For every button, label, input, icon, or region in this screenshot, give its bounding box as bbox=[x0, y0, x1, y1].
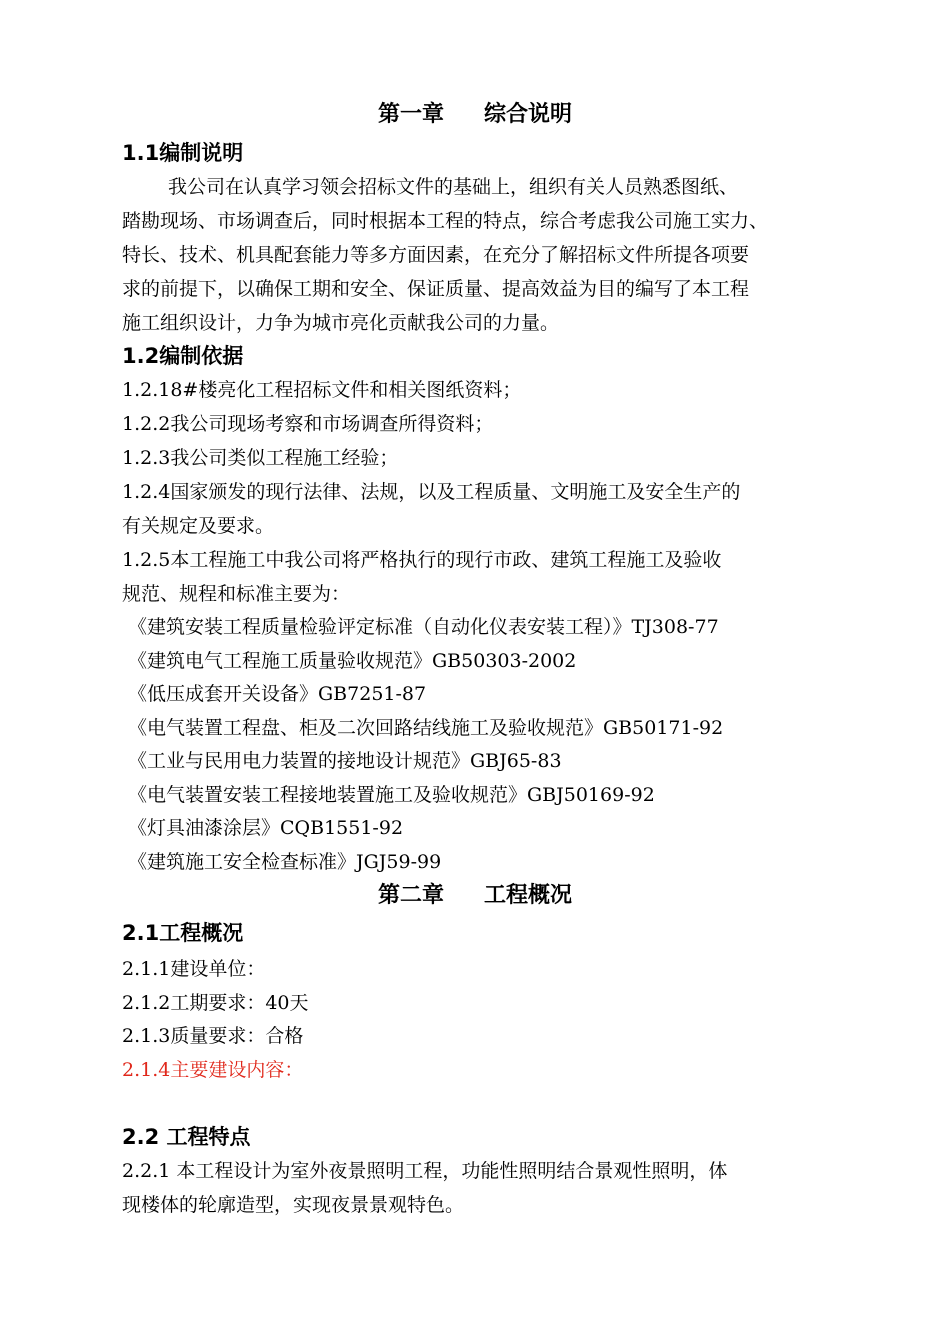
chapter-2-title bbox=[0, 880, 950, 912]
standard-item: 《建筑电气工程施工质量验收规范》GB50303-2002 bbox=[128, 650, 577, 672]
chapter-1-title bbox=[0, 99, 950, 131]
section-1-1-heading: 1.1编制说明 bbox=[122, 141, 244, 165]
highlighted-list-item: 2.1.4主要建设内容： bbox=[122, 1059, 304, 1081]
standard-item: 《电气装置安装工程接地装置施工及验收规范》GBJ50169-92 bbox=[128, 784, 655, 806]
section-2-2-heading: 2.2 工程特点 bbox=[122, 1125, 251, 1149]
paragraph-line: 我公司在认真学习领会招标文件的基础上，组织有关人员熟悉图纸、 bbox=[168, 176, 739, 198]
list-item-continuation: 规范、规程和标准主要为： bbox=[122, 583, 351, 605]
paragraph-line: 踏勘现场、市场调查后，同时根据本工程的特点，综合考虑我公司施工实力、 bbox=[122, 210, 769, 232]
list-item: 1.2.2我公司现场考察和市场调查所得资料； bbox=[122, 413, 494, 435]
list-item: 1.2.18#楼亮化工程招标文件和相关图纸资料； bbox=[122, 379, 522, 401]
chapter-1-number: 第一章 bbox=[377, 102, 444, 127]
paragraph-line: 特长、技术、机具配套能力等多方面因素，在充分了解招标文件所提各项要 bbox=[122, 244, 750, 266]
list-item: 1.2.5本工程施工中我公司将严格执行的现行市政、建筑工程施工及验收 bbox=[122, 549, 722, 571]
standard-item: 《建筑安装工程质量检验评定标准（自动化仪表安装工程）》TJ308-77 bbox=[128, 616, 719, 638]
standard-item: 《建筑施工安全检查标准》JGJ59-99 bbox=[128, 851, 442, 873]
paragraph-line: 施工组织设计，力争为城市亮化贡献我公司的力量。 bbox=[122, 312, 560, 334]
section-1-2-heading: 1.2编制依据 bbox=[122, 344, 244, 368]
chapter-2-number: 第二章 bbox=[377, 883, 444, 908]
list-item: 1.2.3我公司类似工程施工经验； bbox=[122, 447, 399, 469]
paragraph-line: 2.2.1 本工程设计为室外夜景照明工程，功能性照明结合景观性照明，体 bbox=[122, 1160, 728, 1182]
list-item: 2.1.2工期要求：40天 bbox=[122, 992, 309, 1014]
standard-item: 《电气装置工程盘、柜及二次回路结线施工及验收规范》GB50171-92 bbox=[128, 717, 724, 739]
section-2-1-heading: 2.1工程概况 bbox=[122, 921, 244, 945]
chapter-1-name: 综合说明 bbox=[484, 102, 573, 127]
standard-item: 《工业与民用电力装置的接地设计规范》GBJ65-83 bbox=[128, 750, 562, 772]
chapter-2-name: 工程概况 bbox=[484, 883, 573, 908]
list-item: 2.1.3质量要求：合格 bbox=[122, 1025, 304, 1047]
list-item: 1.2.4国家颁发的现行法律、法规，以及工程质量、文明施工及安全生产的 bbox=[122, 481, 741, 503]
standard-item: 《灯具油漆涂层》CQB1551-92 bbox=[128, 817, 404, 839]
standard-item: 《低压成套开关设备》GB7251-87 bbox=[128, 683, 427, 705]
paragraph-line: 求的前提下，以确保工期和安全、保证质量、提高效益为目的编写了本工程 bbox=[122, 278, 750, 300]
list-item-continuation: 有关规定及要求。 bbox=[122, 515, 275, 537]
list-item: 2.1.1建设单位： bbox=[122, 958, 266, 980]
paragraph-line: 现楼体的轮廓造型，实现夜景景观特色。 bbox=[122, 1194, 465, 1216]
